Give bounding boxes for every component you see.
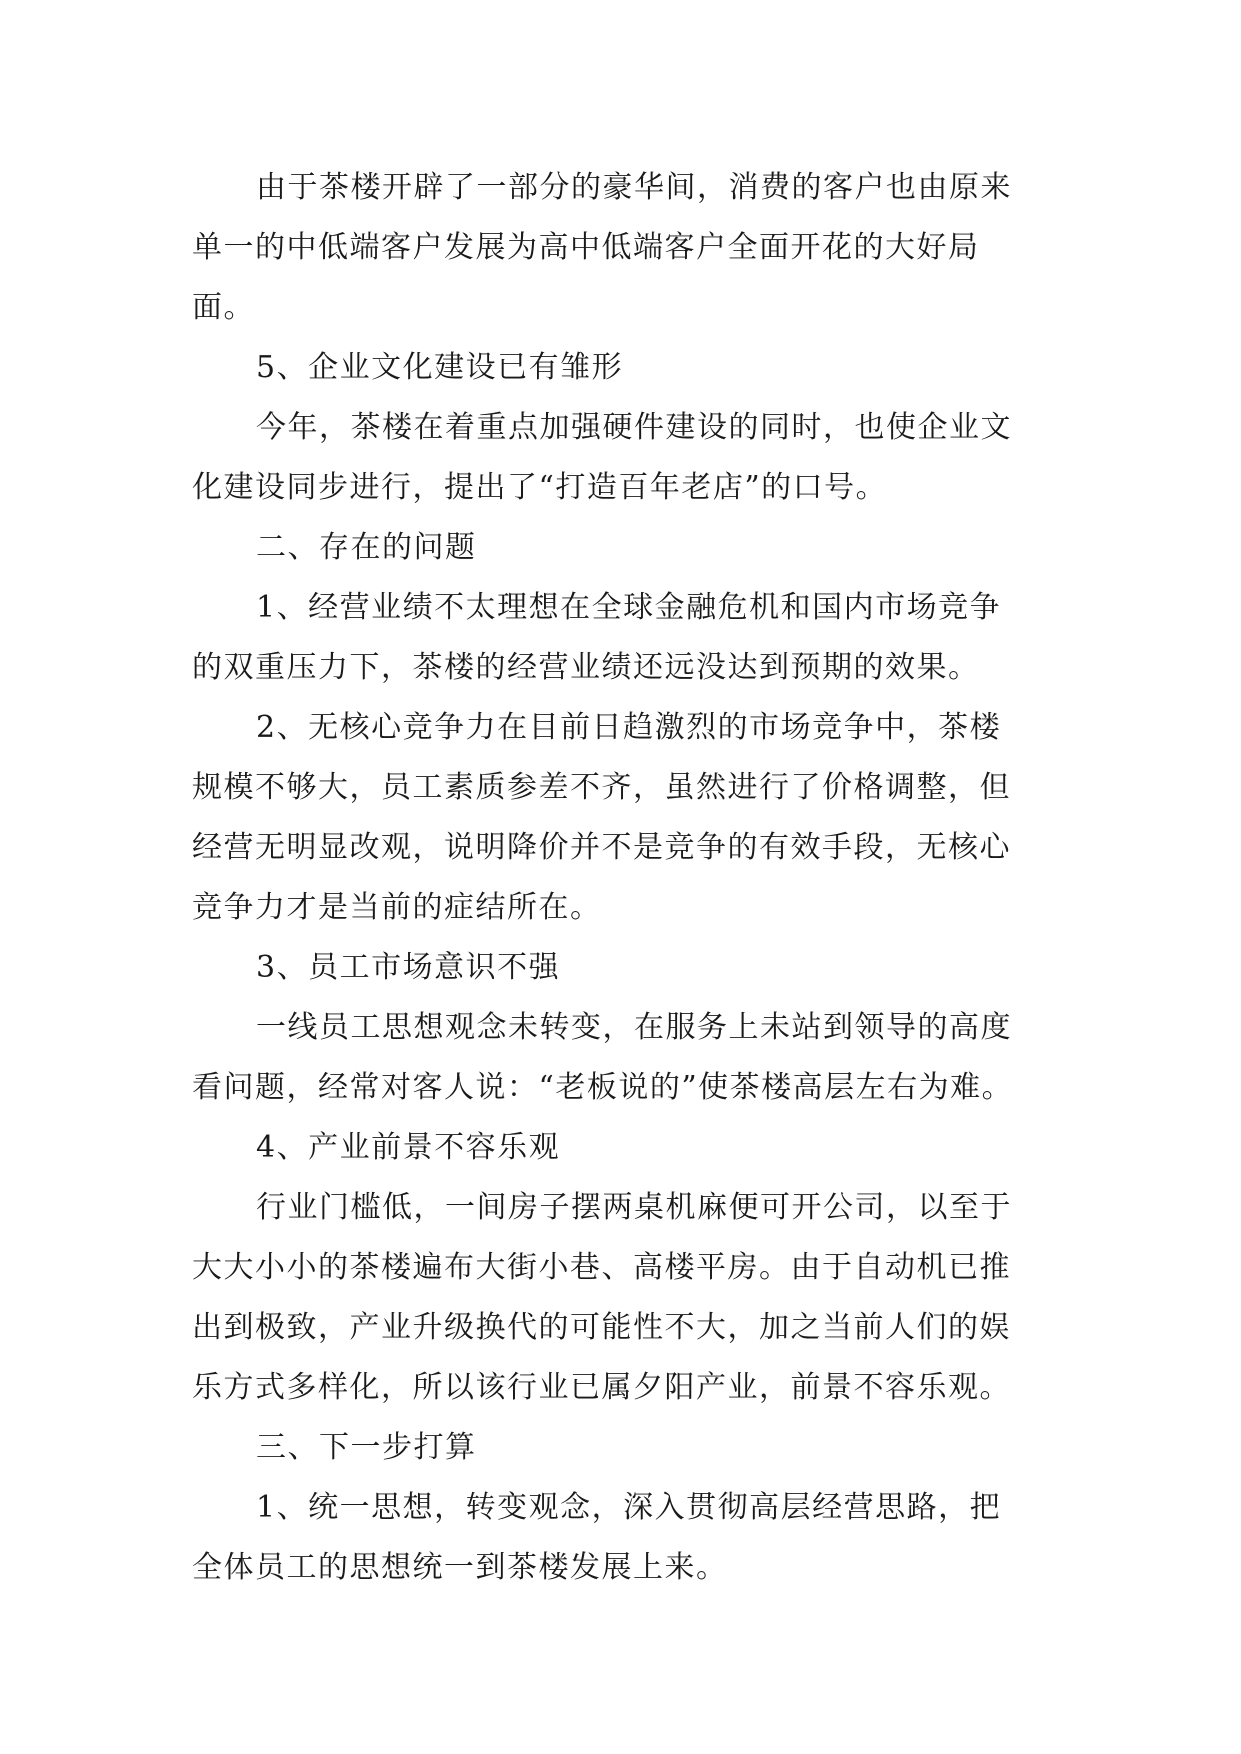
text-line: 面。 bbox=[192, 290, 255, 325]
text-line: 规模不够大，员工素质参差不齐，虽然进行了价格调整，但 bbox=[192, 770, 1011, 805]
paragraph-corporate-culture bbox=[192, 398, 1052, 518]
text-line: 行业门槛低，一间房子摆两桌机麻便可开公司，以至于 bbox=[256, 1190, 1012, 1225]
text-line: 1、统一思想，转变观念，深入贯彻高层经营思路，把 bbox=[256, 1490, 1002, 1525]
text-line: 的双重压力下，茶楼的经营业绩还远没达到预期的效果。 bbox=[192, 650, 980, 685]
section-heading-industry-outlook bbox=[192, 1118, 1052, 1178]
paragraph-performance bbox=[192, 578, 1052, 698]
text-line: 经营无明显改观，说明降价并不是竞争的有效手段，无核心 bbox=[192, 830, 1011, 865]
paragraph-unify-thinking bbox=[192, 1478, 1052, 1598]
paragraph-industry-outlook bbox=[192, 1178, 1052, 1418]
paragraph-luxury-rooms bbox=[192, 158, 1052, 338]
text-line: 三、下一步打算 bbox=[256, 1430, 477, 1465]
paragraph-market-awareness bbox=[192, 998, 1052, 1118]
section-heading-corporate-culture bbox=[192, 338, 1052, 398]
text-line: 出到极致，产业升级换代的可能性不大，加之当前人们的娱 bbox=[192, 1310, 1011, 1345]
text-line: 5、企业文化建设已有雏形 bbox=[256, 350, 624, 385]
text-line: 今年，茶楼在着重点加强硬件建设的同时，也使企业文 bbox=[256, 410, 1012, 445]
section-heading-next-steps bbox=[192, 1418, 1052, 1478]
text-line: 二、存在的问题 bbox=[256, 530, 477, 565]
text-line: 由于茶楼开辟了一部分的豪华间，消费的客户也由原来 bbox=[256, 170, 1012, 205]
section-heading-existing-problems bbox=[192, 518, 1052, 578]
text-line: 乐方式多样化，所以该行业已属夕阳产业，前景不容乐观。 bbox=[192, 1370, 1011, 1405]
section-heading-market-awareness bbox=[192, 938, 1052, 998]
text-line: 化建设同步进行，提出了“打造百年老店”的口号。 bbox=[192, 470, 888, 505]
text-line: 单一的中低端客户发展为高中低端客户全面开花的大好局 bbox=[192, 230, 980, 265]
text-line: 大大小小的茶楼遍布大街小巷、高楼平房。由于自动机已推 bbox=[192, 1250, 1011, 1285]
paragraph-core-competitiveness bbox=[192, 698, 1052, 938]
text-line: 竞争力才是当前的症结所在。 bbox=[192, 890, 602, 925]
document-body bbox=[192, 158, 1052, 1598]
text-line: 看问题，经常对客人说：“老板说的”使茶楼高层左右为难。 bbox=[192, 1070, 1014, 1105]
text-line: 1、经营业绩不太理想在全球金融危机和国内市场竞争 bbox=[256, 590, 1002, 625]
text-line: 全体员工的思想统一到茶楼发展上来。 bbox=[192, 1550, 728, 1585]
text-line: 一线员工思想观念未转变，在服务上未站到领导的高度 bbox=[256, 1010, 1012, 1045]
text-line: 4、产业前景不容乐观 bbox=[256, 1130, 561, 1165]
text-line: 3、员工市场意识不强 bbox=[256, 950, 561, 985]
text-line: 2、无核心竞争力在目前日趋激烈的市场竞争中，茶楼 bbox=[256, 710, 1002, 745]
